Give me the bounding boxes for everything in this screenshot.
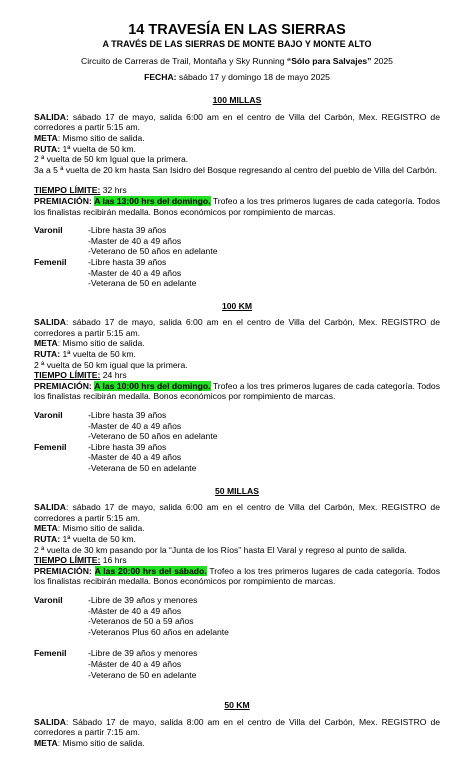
salida-text: sábado 17 de mayo, salida 6:00 am en el centro de Villa del Carbón, Mex. REGISTRO de corredores a partir 5:15 am.	[34, 111, 440, 133]
category-item: -Libre de 39 años y menores	[88, 594, 198, 605]
ruta-label: RUTA:	[34, 533, 61, 544]
tiempo-value: 24 hrs	[100, 370, 127, 381]
premiacion-text: Trofeo a los tres primeros lugares de cada categoría. Todos los finalistas recibirán medalla. Bonos económicos por rompimiento de marcas.	[34, 380, 440, 402]
category-item: -Libre hasta 39 años	[88, 256, 167, 267]
ruta-text: 1ª vuelta de 50 km.	[60, 349, 136, 360]
salida-label: SALIDA:	[34, 111, 69, 122]
meta-text: : Mismo sitio de salida.	[57, 737, 145, 748]
ruta-label: RUTA:	[34, 143, 61, 154]
fecha-label: FECHA:	[144, 71, 177, 82]
document-title: 14 TRAVESÍA EN LAS SIERRAS	[128, 22, 346, 38]
meta-label: META	[34, 338, 58, 349]
category-item: -Master de 40 a 49 años	[88, 267, 182, 278]
salida-label: SALIDA	[34, 502, 66, 513]
meta-text: : Mismo sitio de salida.	[57, 338, 145, 349]
premiacion-text: Trofeo a los tres primeros lugares de cada categoría. Todos los finalistas recibirán medalla. Bonos económicos por rompimiento de marcas.	[34, 565, 441, 587]
circuit-quote: “Sólo para Salvajes”	[286, 56, 372, 66]
premiacion-time-highlight: A las 10:00 hrs del domingo.	[94, 380, 211, 391]
meta-label: META	[34, 737, 58, 748]
premiacion-text: Trofeo a los tres primeros lugares de cada categoría. Todos los finalistas recibirán medalla. Bonos económicos por rompimiento de marcas.	[34, 195, 440, 217]
category-item: -Veteranos de 50 a 59 años	[88, 616, 194, 627]
meta-line	[34, 738, 440, 749]
salida-text: : sábado 17 de mayo, salida 6:00 am en el centro de Villa del Carbón, Mex. REGISTRO de corredores a partir 5:15 am.	[34, 317, 440, 338]
category-label: Femenil	[34, 648, 67, 659]
premiacion-label: PREMIACIÓN:	[34, 380, 92, 391]
premiacion-label: PREMIACIÓN:	[34, 195, 92, 206]
tiempo-label: TIEMPO LÍMITE:	[34, 370, 101, 381]
category-item: -Master de 40 a 49 años	[88, 235, 182, 246]
tiempo-line	[34, 555, 440, 566]
ruta-label: RUTA:	[34, 349, 61, 360]
category-label: Femenil	[34, 441, 67, 452]
category-item: -Veterano de 50 en adelante	[88, 669, 197, 680]
premiacion-time-highlight: A las 13:00 hrs del domingo.	[94, 195, 211, 206]
salida-text: : Sábado 17 de mayo, salida 8:00 am en el centro de Villa del Carbón, Mex. REGISTRO de corredores a partir 7:15 am.	[34, 716, 440, 738]
route-line-3: 3a a 5 ª vuelta de 20 km hasta San Isidro del Bosque regresando al centro del pueblo de Villa del Carbón.	[34, 164, 437, 175]
document-subtitle: A TRAVÉS DE LAS SIERRAS DE MONTE BAJO Y MONTE ALTO	[102, 39, 372, 49]
meta-label: META	[34, 132, 58, 143]
salida-text: : sábado 17 de mayo, salida 6:00 am en el centro de Villa del Carbón, Mex. REGISTRO de corredores a partir 5:15 am.	[34, 502, 440, 523]
category-item: -Veterano de 50 años en adelante	[88, 246, 218, 257]
section-50-millas	[34, 486, 440, 681]
section-title: 50 KM	[224, 700, 250, 711]
premiacion-line	[34, 381, 440, 402]
section-50-km	[34, 700, 440, 748]
meta-label: META	[34, 523, 58, 534]
premiacion-time-highlight: A las 20:00 hrs del sábado.	[94, 565, 207, 576]
meta-line	[34, 523, 440, 534]
categories	[34, 225, 440, 289]
route-line-2: 2 ª vuelta de 50 km igual que la primera.	[34, 359, 188, 370]
route-line-2: 2 ª vuelta de 50 km Igual que la primera.	[34, 154, 189, 165]
category-label: Varonil	[34, 594, 63, 605]
tiempo-line	[34, 185, 440, 196]
section-title: 100 MILLAS	[212, 95, 262, 106]
category-item: -Libre hasta 39 años	[88, 410, 167, 421]
category-item: -Master de 40 a 49 años	[88, 420, 182, 431]
category-item: -Libre hasta 39 años	[88, 441, 167, 452]
section-title: 50 MILLAS	[215, 485, 259, 496]
category-label: Varonil	[34, 225, 63, 236]
section-title: 100 KM	[221, 300, 253, 311]
category-item: -Libre de 39 años y menores	[88, 648, 198, 659]
salida-line	[34, 112, 440, 133]
category-item: -Veterano de 50 años en adelante	[88, 431, 218, 442]
circuit-prefix: Circuito de Carreras de Trail, Montaña y Sky Running	[81, 56, 287, 66]
ruta-line	[34, 534, 440, 545]
tiempo-label: TIEMPO LÍMITE:	[34, 555, 101, 566]
section-100-millas	[34, 95, 440, 289]
tiempo-value: 32 hrs	[100, 185, 127, 196]
salida-label: SALIDA	[34, 317, 66, 328]
meta-text: : Mismo sitio de salida.	[57, 132, 145, 143]
meta-text: : Mismo sitio de salida.	[57, 523, 145, 534]
event-dates	[34, 72, 440, 83]
category-group-varonil	[34, 225, 440, 257]
ruta-line	[34, 349, 440, 360]
category-group-femenil	[34, 648, 440, 680]
categories	[34, 410, 440, 474]
category-item: -Máster de 40 a 49 años	[88, 605, 182, 616]
category-item: -Veterana de 50 en adelante	[88, 278, 197, 289]
category-item: -Libre hasta 39 años	[88, 225, 167, 236]
premiacion-line	[34, 566, 440, 587]
category-item: -Master de 40 a 49 años	[88, 452, 182, 463]
ruta-text: 1ª vuelta de 50 km.	[60, 143, 136, 154]
salida-line	[34, 502, 440, 523]
salida-line	[34, 317, 440, 338]
category-item: -Veterana de 50 en adelante	[88, 463, 197, 473]
categories	[34, 595, 440, 680]
circuit-line	[34, 56, 440, 67]
category-group-femenil	[34, 442, 440, 474]
tiempo-value: 16 hrs	[100, 555, 127, 566]
salida-line	[34, 717, 440, 738]
meta-line	[34, 133, 440, 144]
ruta-line	[34, 144, 440, 155]
category-item: -Máster de 40 a 49 años	[88, 658, 182, 669]
meta-line	[34, 338, 440, 349]
category-group-varonil	[34, 410, 440, 442]
category-label: Femenil	[34, 256, 67, 267]
category-label: Varonil	[34, 410, 63, 421]
category-item: -Veteranos Plus 60 años en adelante	[88, 626, 229, 637]
premiacion-line	[34, 196, 440, 217]
premiacion-label: PREMIACIÓN:	[34, 565, 92, 576]
tiempo-line	[34, 370, 440, 381]
salida-label: SALIDA	[34, 716, 66, 727]
category-group-varonil	[34, 595, 440, 637]
category-group-femenil	[34, 257, 440, 289]
fecha-value: sábado 17 y domingo 18 de mayo 2025	[176, 71, 330, 82]
section-100-km	[34, 301, 440, 474]
circuit-suffix: 2025	[371, 56, 393, 66]
route-line-2: 2 ª vuelta de 30 km pasando por la “Junta de los Ríos” hasta El Varal y regreso al punto de salida.	[34, 544, 407, 555]
ruta-text: 1ª vuelta de 50 km.	[60, 533, 136, 544]
tiempo-label: TIEMPO LÍMITE:	[34, 185, 101, 196]
